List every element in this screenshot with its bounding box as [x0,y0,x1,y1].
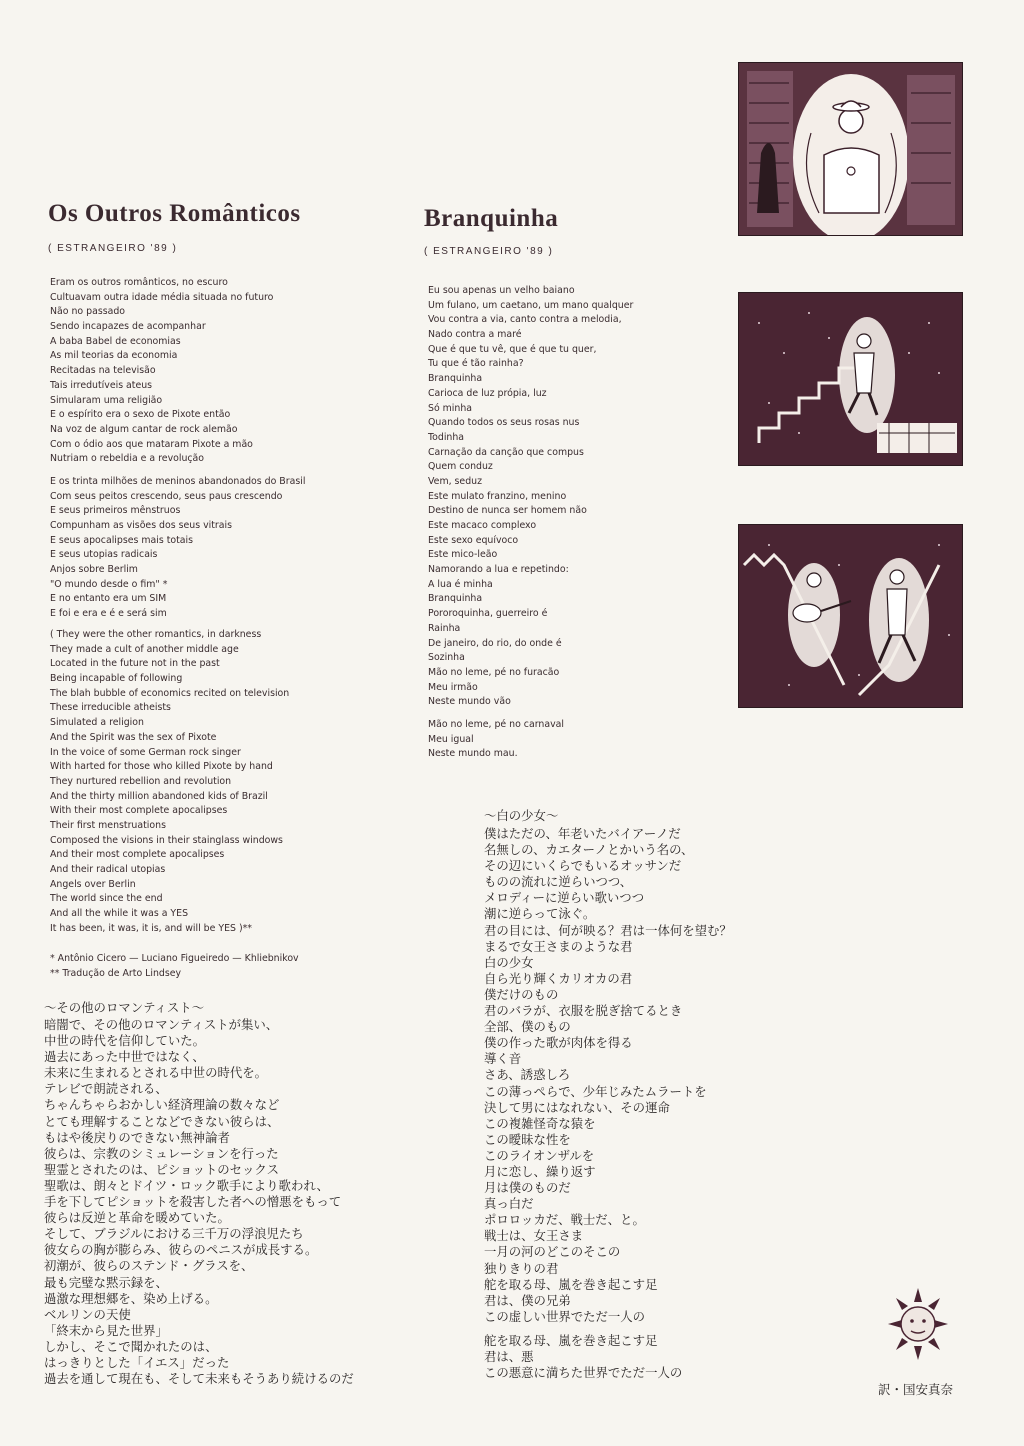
lyric-line: 舵を取る母、嵐を巻き起こす足 [484,1332,658,1348]
song1-subtitle: ( ESTRANGEIRO '89 ) [48,243,178,254]
lyric-line: Eu sou apenas un velho baiano [428,285,575,296]
lyric-line: Angels over Berlin [50,878,136,890]
lyric-line: Meu irmão [428,681,478,693]
lyric-line: メロディーに逆らい歌いつつ [484,890,645,906]
lyric-line: 独りきりの君 [484,1260,559,1276]
lyric-line: Destino de nunca ser homem não [428,505,587,517]
lyric-line: Mão no leme, pé no furacão [428,666,560,678]
lyric-line: Vem, seduz [428,475,483,487]
lyric-line: Eram os outros românticos, no escuro [50,277,228,288]
lyric-line: 君の目には、何が映る？君は一体何を望む？ [484,922,732,938]
lyric-line: And the thirty million abandoned kids of Brazil [50,790,268,802]
lyric-line: 初潮が、彼らのステンド・グラスを、 [44,1258,254,1274]
lyric-line: その辺にいくらでもいるオッサンだ [484,858,682,874]
lyric-line [484,1325,732,1333]
lyric-line: ものの流れに逆らいつつ、 [484,874,633,890]
lyric-line: Vou contra a via, canto contra a melodia, [428,314,622,326]
illustration-figure-with-hat [738,62,963,236]
lyric-line: 中世の時代を信仰していた。 [44,1033,206,1049]
lyric-line: As mil teorias da economia [50,350,178,362]
lyric-line [428,710,633,718]
lyric-line: With harted for those who killed Pixote by hand [50,761,273,773]
lyric-line: 君のバラが、衣服を脱ぎ捨てるとき [484,1003,683,1019]
lyric-line: Não no passado [50,306,126,318]
lyric-line: Com seus peitos crescendo, seus paus crescendo [50,490,283,502]
lyric-line: 僕はただの、年老いたバイアーノだ [484,826,681,841]
lyric-line: Com o ódio aos que mataram Pixote a mão [50,438,253,450]
lyric-line: Cultuavam outra idade média situada no futuro [50,291,274,303]
lyric-line: さあ、誘惑しろ [484,1067,571,1083]
lyric-line: 未来に生まれるとされる中世の時代を。 [44,1065,268,1081]
lyric-line: 舵を取る母、嵐を巻き起こす足 [484,1276,658,1292]
lyric-line: Mão no leme, pé no carnaval [428,718,564,730]
lyric-line: 月は僕のものだ [484,1180,571,1196]
song1-japanese-lyrics [44,1017,354,1387]
credit-note: ** Tradução de Arto Lindsey [50,967,182,979]
lyric-line: It has been, it was, it is, and will be YES )** [50,922,252,934]
lyric-line: Being incapable of following [50,673,183,685]
sun-face-icon [888,1288,948,1360]
lyric-line: And their radical utopias [50,864,166,875]
lyric-line: この複雑怪奇な猿を [484,1115,596,1131]
lyric-line: Branquinha [428,593,483,605]
lyric-line: 聖霊とされたのは、ピショットのセックス [44,1161,280,1177]
lyric-line: 彼女らの胸が膨らみ、彼らのペニスが成長する。 [44,1242,318,1258]
lyric-line: 決して男にはなれない、その運命 [484,1099,670,1115]
song2-subtitle: ( ESTRANGEIRO '89 ) [424,246,554,257]
lyric-line: Sendo incapazes de acompanhar [50,321,206,333]
lyric-line: 白の少女 [484,954,534,970]
lyric-line: E o espírito era o sexo de Pixote então [50,409,231,421]
lyric-line: しかし、そこで聞かれたのは、 [44,1338,218,1354]
lyric-line: They made a cult of another middle age [50,643,239,655]
lyric-line: E os trinta milhões de meninos abandonados do Brasil [50,475,306,487]
lyric-line: もはや後戻りのできない無神論者 [44,1129,230,1145]
lyric-line: And all the while it was a YES [50,908,189,920]
lyric-line: And the Spirit was the sex of Pixote [50,731,217,743]
lyric-line: 手を下してピショットを殺害した者への憎悪をもって [44,1194,342,1210]
lyric-line: Todinha [428,431,465,443]
lyric-line: Neste mundo vão [428,696,511,708]
lyric-line: Tais irredutíveis ateus [50,379,153,391]
lyric-line: "O mundo desde o fim" * [50,578,168,590]
lyric-line: These irreducible atheists [50,702,171,714]
lyric-line: ちゃんちゃらおかしい経済理論の数々など [44,1097,280,1113]
lyric-line: 彼らは、宗教のシミュレーションを行った [44,1145,279,1161]
lyric-line: ベルリンの天使 [44,1306,131,1322]
song1-title: Os Outros Românticos [48,200,301,227]
credit-note: * Antônio Cicero — Luciano Figueiredo — Khliebnikov [50,953,299,964]
lyric-line: Tu que é tão rainha? [428,358,524,370]
lyric-line: このライオンザルを [484,1147,595,1163]
lyric-line: とても理解することなどできない彼らは、 [44,1113,280,1129]
lyric-line: A lua é minha [428,578,493,590]
lyric-line: The world since the end [50,893,163,905]
lyric-line: 月に恋し、繰り返す [484,1163,596,1179]
translator-credit: 訳・国安真奈 [878,1382,954,1397]
lyric-line: Carnação da canção que compus [428,446,584,458]
lyric-line: 最も完璧な黙示録を、 [44,1274,168,1290]
song2-japanese-title: 〜白の少女〜 [484,808,559,823]
lyric-line: 君は、僕の兄弟 [484,1292,571,1308]
lyric-line: ( They were the other romantics, in darkness [50,629,262,640]
lyric-line: Um fulano, um caetano, um mano qualquer [428,299,634,311]
lyric-line: Anjos sobre Berlim [50,564,138,576]
lyric-line: テレビで朗読される、 [44,1081,168,1097]
lyric-line: Só minha [428,402,473,414]
lyric-line: Neste mundo mau. [428,748,518,760]
lyric-line: E no entanto era um SIM [50,593,167,605]
lyric-line: 戦士は、女王さま [484,1228,584,1244]
lyric-line: 君は、悪 [484,1349,534,1364]
song1-portuguese-lyrics [50,276,305,622]
lyric-line: De janeiro, do rio, do onde é [428,637,562,649]
song2-japanese-lyrics [484,826,732,1381]
lyric-line: E seus utopias radicais [50,549,158,561]
lyric-line: Sozinha [428,652,465,664]
lyric-line: Este macaco complexo [428,520,537,531]
song2-title: Branquinha [424,205,559,232]
lyric-line: Na voz de algum cantar de rock alemão [50,423,238,435]
lyric-line: Quem conduz [428,461,493,473]
lyric-line: まるで女王さまのような君 [484,938,633,954]
lyric-line: ポロロッカだ、戦士だ、と。 [484,1212,645,1228]
lyric-line: はっきりとした「イエス」だった [44,1354,230,1370]
lyric-line: 暗闇で、その他のロマンティストが集い、 [44,1017,279,1032]
lyric-line: この悪意に満ちた世界でただ一人の [484,1365,683,1381]
lyric-line: 自ら光り輝くカリオカの君 [484,970,633,986]
lyric-line: The blah bubble of economics recited on television [50,687,290,699]
lyric-line: Their first menstruations [50,819,166,831]
lyric-line: 真っ白だ [484,1196,534,1212]
song1-credit-notes [50,952,299,981]
lyric-line: With their most complete apocalipses [50,805,228,817]
lyric-line [50,467,305,475]
lyric-line: Pororoquinha, guerreiro é [428,608,548,620]
lyric-line: 潮に逆らって泳ぐ。 [484,906,596,922]
lyric-line: Composed the visions in their stainglass windows [50,834,283,846]
lyric-line: In the voice of some German rock singer [50,746,241,758]
lyric-line: And their most complete apocalipses [50,849,225,861]
lyric-line: 僕の作った歌が肉体を得る [484,1035,633,1051]
lyric-line: Simulated a religion [50,717,144,729]
lyric-line: この曖昧な性を [484,1131,571,1147]
lyric-line: 彼らは反逆と革命を暖めていた。 [44,1210,230,1226]
lyric-line: E seus apocalipses mais totais [50,534,194,546]
song1-japanese-title: 〜その他のロマンティスト〜 [44,1000,205,1015]
lyric-line: 名無しの、カエターノとかいう名の、 [484,842,694,858]
lyric-line: Este mulato franzino, menino [428,490,567,502]
lyric-line: 僕だけのもの [484,986,559,1002]
song1-english-lyrics [50,628,289,936]
song2-portuguese-lyrics [428,284,633,762]
lyric-line: Simularam uma religião [50,394,163,406]
lyric-line: 聖歌は、朗々とドイツ・ロック歌手により歌われ、 [44,1177,329,1193]
lyric-line: Este sexo equívoco [428,534,519,546]
lyric-line: 過激な理想郷を、染め上げる。 [44,1290,218,1306]
lyric-line: Branquinha [428,373,483,385]
lyric-line: Located in the future not in the past [50,658,220,670]
lyric-line: Rainha [428,622,461,634]
illustration-angel-on-stairs [738,292,963,466]
lyric-line: E seus primeiros mênstruos [50,505,181,517]
lyric-line: Este mico-leão [428,549,498,561]
lyric-line: E foi e era e é e será sim [50,608,167,620]
lyric-line: A baba Babel de economias [50,335,181,347]
lyric-line: 全部、僕のもの [484,1019,571,1035]
lyric-line: Compunham as visões dos seus vitrais [50,520,232,531]
lyric-line: 過去にあった中世ではなく、 [44,1049,205,1065]
lyric-line: この薄っぺらで、少年じみたムラートを [484,1083,707,1099]
lyric-line: 導く音 [484,1051,522,1067]
lyric-line: They nurtured rebellion and revolution [50,775,232,787]
lyric-line: そして、ブラジルにおける三千万の浮浪児たち [44,1226,304,1242]
lyric-line: 過去を通して現在も、そして未来もそうあり続けるのだ [44,1371,354,1387]
lyric-line: 一月の河のどこのそこの [484,1244,621,1260]
lyric-line: 「終末から見た世界」 [44,1322,168,1338]
lyric-line: Nado contra a maré [428,329,522,341]
lyric-line: Recitadas na televisão [50,365,156,377]
illustration-guitarist-and-dancer [738,524,963,708]
lyric-line: この虚しい世界でただ一人の [484,1308,646,1324]
lyric-line: Carioca de luz própia, luz [428,387,547,399]
lyric-line: Meu igual [428,733,474,745]
lyric-line: Namorando a lua e repetindo: [428,564,569,576]
lyric-line: Que é que tu vê, que é que tu quer, [428,343,597,355]
lyric-line: Quando todos os seus rosas nus [428,417,580,429]
lyric-line: Nutriam o rebeldia e a revolução [50,453,205,465]
